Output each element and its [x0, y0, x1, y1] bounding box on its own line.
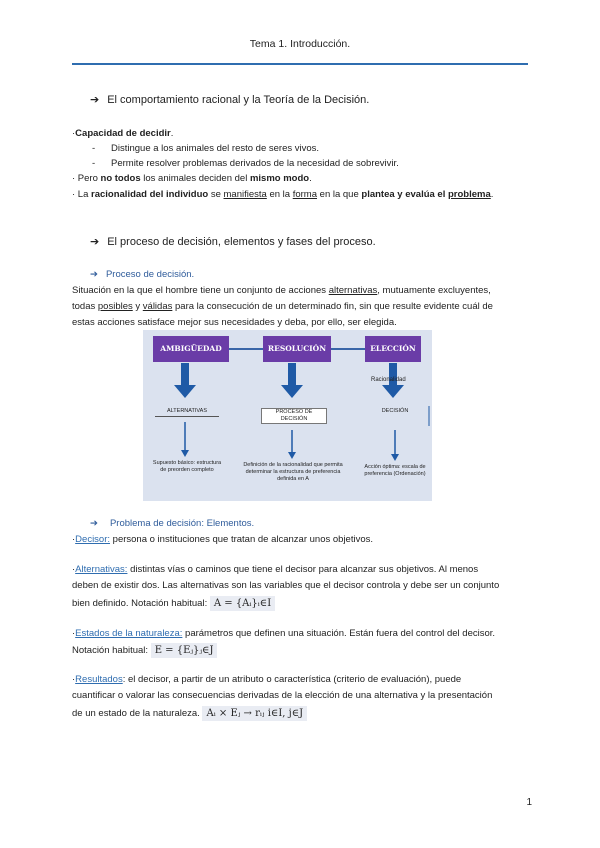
text: Notación habitual:	[72, 645, 149, 656]
text: , mutuamente excluyentes,	[377, 285, 491, 296]
capacidad-label: Capacidad de decidir	[75, 128, 171, 139]
capacidad-item-1: - Distingue a los animales del resto de seres vivos.	[92, 143, 320, 154]
text: en la que	[317, 189, 362, 200]
problema-subtitle-text: Problema de decisión: Elementos.	[109, 518, 255, 529]
estados-label: Estados de la naturaleza:	[75, 628, 183, 639]
decisor-label: Decisor:	[75, 534, 111, 545]
capacidad-item-2: - Permite resolver problemas derivados de la necesidad de sobrevivir.	[92, 158, 399, 169]
resultados-line-1: ·Resultados: el decisor, a partir de un atributo o característica (criterio de evaluación), puede	[72, 674, 462, 685]
text: distintas vías o caminos que tiene el decisor para alcanzar sus objetivos. Al menos	[127, 564, 479, 575]
section2-heading	[90, 236, 376, 249]
text: : el decisor, a partir de un atributo o característica (criterio de evaluación), puede	[122, 674, 462, 685]
bottom-text-1: Supuesto básico: estructura de preorden completo	[152, 460, 222, 473]
alternativas-label: Alternativas:	[75, 564, 128, 575]
racionalidad-line: · La racionalidad del individuo se manifiesta en la forma en la que plantea y evalúa el problema.	[72, 189, 494, 200]
proceso-line-2	[72, 300, 493, 313]
header-divider	[72, 63, 528, 65]
text: se	[208, 189, 224, 200]
mid-label-decision: DECISIÓN	[381, 408, 409, 414]
text: de un estado de la naturaleza.	[72, 708, 200, 719]
estados-formula: E = {Eⱼ}ⱼ∈J	[151, 643, 218, 658]
proceso-subtitle-text: Proceso de decisión.	[105, 269, 195, 280]
proceso-subtitle	[90, 268, 194, 281]
text: · La	[72, 189, 92, 200]
arrow-right-icon: ➔	[90, 518, 98, 529]
text-underline: problema	[448, 189, 491, 200]
pero-line: · Pero no todos los animales deciden del mismo modo.	[72, 173, 312, 184]
arrow-right-icon: ➔	[90, 269, 98, 280]
text: y	[132, 301, 143, 312]
page-number: 1	[526, 797, 532, 808]
box-ambiguedad: AMBIGÜEDAD	[153, 336, 229, 362]
text-bold: no todos	[100, 173, 141, 184]
box-eleccion: ELECCIÓN	[365, 336, 421, 362]
section2-title: El proceso de decisión, elementos y fases del proceso.	[107, 236, 376, 248]
bottom-text-3: Acción óptima: escala de preferencia (Ordenación)	[364, 464, 426, 477]
text-bold: plantea y evalúa el	[361, 189, 446, 200]
text: · Pero	[72, 173, 101, 184]
text: persona o instituciones que tratan de alcanzar unos objetivos.	[110, 534, 374, 545]
arrow-right-icon: ➔	[90, 94, 100, 106]
text: todas	[72, 301, 98, 312]
racionalidad-label: Racionalidad	[371, 377, 406, 383]
text-underline: forma	[292, 189, 318, 200]
big-down-arrow-icon	[174, 363, 404, 398]
problema-subtitle	[90, 517, 254, 530]
proceso-line-1	[72, 284, 491, 297]
page-header: Tema 1. Introducción.	[249, 38, 351, 50]
text: parámetros que definen una situación. Están fuera del control del decisor.	[182, 628, 496, 639]
text: para la consecución de un determinado fin, sin que resulte evidente cuál de	[172, 301, 493, 312]
text-underline: posibles	[97, 301, 133, 312]
resultados-line-2: cuantificar o valorar las consecuencias derivadas de la elección de una alternativa y la presentación	[72, 690, 493, 701]
resultados-line-3	[72, 706, 307, 721]
box-resolucion: RESOLUCIÓN	[263, 336, 331, 362]
decisor-line: ·Decisor: persona o instituciones que tratan de alcanzar unos objetivos.	[72, 534, 374, 545]
capacidad-item-text: Distingue a los animales del resto de seres vivos.	[111, 143, 320, 154]
section1-heading	[90, 94, 369, 107]
small-down-arrow-icon	[181, 422, 399, 461]
mid-label-proceso: PROCESO DE DECISIÓN	[261, 408, 327, 424]
capacidad-line: ·Capacidad de decidir.	[72, 128, 174, 139]
decision-process-diagram	[143, 330, 432, 501]
text-bold: racionalidad del individuo	[91, 189, 209, 200]
proceso-line-3: estas acciones satisface mejor sus necesidades y deba, por ello, ser elegida.	[72, 317, 397, 328]
text: bien definido. Notación habitual:	[72, 598, 208, 609]
capacidad-item-text: Permite resolver problemas derivados de la necesidad de sobrevivir.	[111, 158, 399, 169]
text: los animales deciden del	[140, 173, 250, 184]
text-underline: manifiesta	[223, 189, 267, 200]
text: en la	[266, 189, 293, 200]
estados-line-2	[72, 643, 217, 658]
alternativas-formula: A = {Aᵢ}ᵢ∈I	[210, 596, 275, 611]
resultados-formula: Aᵢ × Eⱼ → rᵢⱼ i∈I, j∈J	[202, 706, 307, 721]
estados-line-1: ·Estados de la naturaleza: parámetros que definen una situación. Están fuera del control del decisor.	[72, 628, 496, 639]
text-underline: válidas	[142, 301, 173, 312]
arrow-right-icon: ➔	[90, 236, 100, 248]
alternativas-line-3	[72, 596, 275, 611]
section1-title: El comportamiento racional y la Teoría de la Decisión.	[107, 94, 370, 106]
text: Situación en la que el hombre tiene un conjunto de acciones	[72, 285, 329, 296]
text-bold: mismo modo	[249, 173, 310, 184]
text-underline: alternativas	[328, 285, 378, 296]
resultados-label: Resultados	[75, 674, 123, 685]
alternativas-line-1: ·Alternativas: distintas vías o caminos que tiene el decisor para alcanzar sus objetivos. Al menos	[72, 564, 479, 575]
mid-label-alternativas: ALTERNATIVAS	[155, 408, 219, 417]
alternativas-line-2: deben de existir dos. Las alternativas son las variables que el decisor controla y debe ser un conjunto	[72, 580, 500, 591]
bottom-text-2: Definición de la racionalidad que permita determinar la estructura de preferencia definida en A	[243, 462, 343, 482]
